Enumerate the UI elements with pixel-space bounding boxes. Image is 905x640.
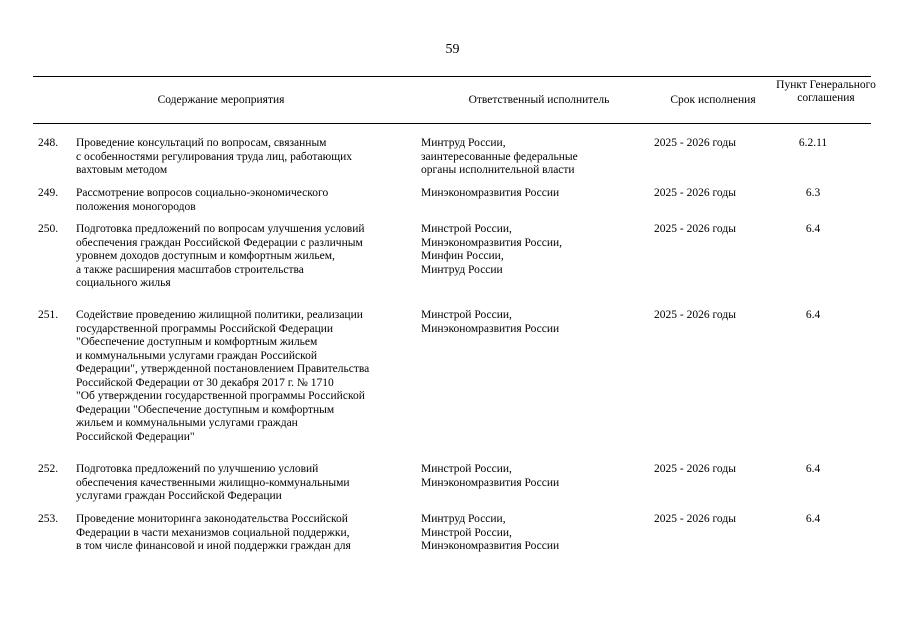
row-responsible-line: Минтруд России, [421, 137, 506, 149]
row-content-line: а также расширения масштабов строительства [76, 263, 304, 276]
row-content-line: Федерации "Обеспечение доступным и комфортным [76, 403, 335, 416]
row-content-line: государственной программы Российской Федерации [76, 322, 334, 335]
row-content-line: Федерации в части механизмов социальной поддержки, [76, 526, 350, 539]
row-point: 6.3 [805, 187, 821, 199]
row-responsible-line: Минстрой России, [421, 463, 512, 475]
row-responsible-line: заинтересованные федеральные [421, 150, 578, 163]
row-content-line: вахтовым методом [76, 164, 168, 176]
row-content [76, 223, 421, 291]
row-number: 249. [38, 187, 59, 199]
header-responsible: Ответственный исполнитель [468, 94, 610, 106]
row-content [76, 513, 421, 554]
row-content-line: Подготовка предложений по улучшению условий [76, 463, 319, 475]
row-content-line: уровнем доходов доступным и комфортным жильем, [76, 250, 335, 262]
row-responsible-line: Минэкономразвития России [421, 476, 560, 489]
row-content-line: Проведение консультаций по вопросам, связанным [76, 137, 327, 149]
row-content-line: обеспечения качественными жилищно-коммунальными [76, 476, 350, 489]
row-point: 6.4 [805, 513, 821, 525]
row-responsible [421, 309, 631, 336]
row-responsible-line: Минэкономразвития России [421, 322, 560, 335]
row-content-line: обеспечения граждан Российской Федерации с различным [76, 236, 363, 249]
row-content [76, 309, 421, 444]
row-term: 2025 - 2026 годы [654, 223, 736, 235]
row-content-line: услугами граждан Российской Федерации [76, 490, 282, 502]
row-number: 253. [38, 513, 59, 525]
row-responsible [421, 513, 631, 554]
row-responsible-line: Минэкономразвития России [421, 540, 560, 552]
row-content-line: Федерации", утвержденной постановлением Правительства [76, 363, 370, 375]
row-responsible-line: Минэкономразвития России [421, 187, 560, 199]
row-content-line: в том числе финансовой и иной поддержки граждан для [76, 540, 351, 552]
row-point: 6.4 [805, 309, 821, 321]
row-number: 251. [38, 309, 59, 321]
row-term: 2025 - 2026 годы [654, 309, 736, 321]
row-content-line: Российской Федерации" [76, 430, 195, 443]
row-responsible-line: Минтруд России, [421, 513, 506, 525]
row-responsible [421, 187, 631, 201]
table-header [33, 76, 876, 124]
row-number: 252. [38, 463, 59, 475]
row-content-line: и коммунальными услугами граждан Российской [76, 349, 318, 362]
row-point: 6.4 [805, 463, 821, 475]
row-term: 2025 - 2026 годы [654, 513, 736, 525]
row-point: 6.4 [805, 223, 821, 235]
page-number: 59 [445, 42, 460, 57]
header-point: Пункт Генерального соглашения [776, 79, 876, 104]
row-term: 2025 - 2026 годы [654, 137, 736, 149]
row-responsible [421, 223, 631, 277]
row-content [76, 187, 421, 214]
row-content [76, 137, 421, 178]
row-content-line: Содействие проведению жилищной политики, реализации [76, 309, 363, 321]
row-content-line: "Об утверждении государственной программы Российской [76, 390, 365, 402]
row-content-line: "Обеспечение доступным и комфортным жильем [76, 336, 318, 348]
row-term: 2025 - 2026 годы [654, 187, 736, 199]
row-responsible-line: органы исполнительной власти [421, 164, 575, 176]
row-content-line: жильем и коммунальными услугами граждан [76, 417, 298, 429]
row-content-line: Российской Федерации от 30 декабря 2017 г. № 1710 [76, 376, 334, 389]
row-responsible-line: Минфин России, [421, 250, 504, 262]
row-responsible [421, 137, 631, 178]
row-number: 248. [38, 137, 59, 149]
row-content-line: Подготовка предложений по вопросам улучшения условий [76, 223, 365, 235]
header-term: Срок исполнения [670, 94, 756, 106]
row-content [76, 463, 421, 504]
row-number: 250. [38, 223, 59, 235]
row-responsible-line: Минстрой России, [421, 526, 512, 539]
row-responsible-line: Минстрой России, [421, 223, 512, 235]
row-content-line: Рассмотрение вопросов социально-экономического [76, 187, 329, 199]
row-content-line: положения моногородов [76, 200, 196, 213]
row-content-line: Проведение мониторинга законодательства Российской [76, 513, 348, 525]
row-content-line: социального жилья [76, 277, 171, 289]
header-content: Содержание мероприятия [157, 94, 285, 106]
row-point: 6.2.11 [798, 137, 828, 149]
row-responsible [421, 463, 631, 490]
row-responsible-line: Минтруд России [421, 263, 503, 276]
row-responsible-line: Минэкономразвития России, [421, 236, 563, 249]
row-term: 2025 - 2026 годы [654, 463, 736, 475]
row-content-line: с особенностями регулирования труда лиц, работающих [76, 150, 352, 163]
row-responsible-line: Минстрой России, [421, 309, 512, 321]
